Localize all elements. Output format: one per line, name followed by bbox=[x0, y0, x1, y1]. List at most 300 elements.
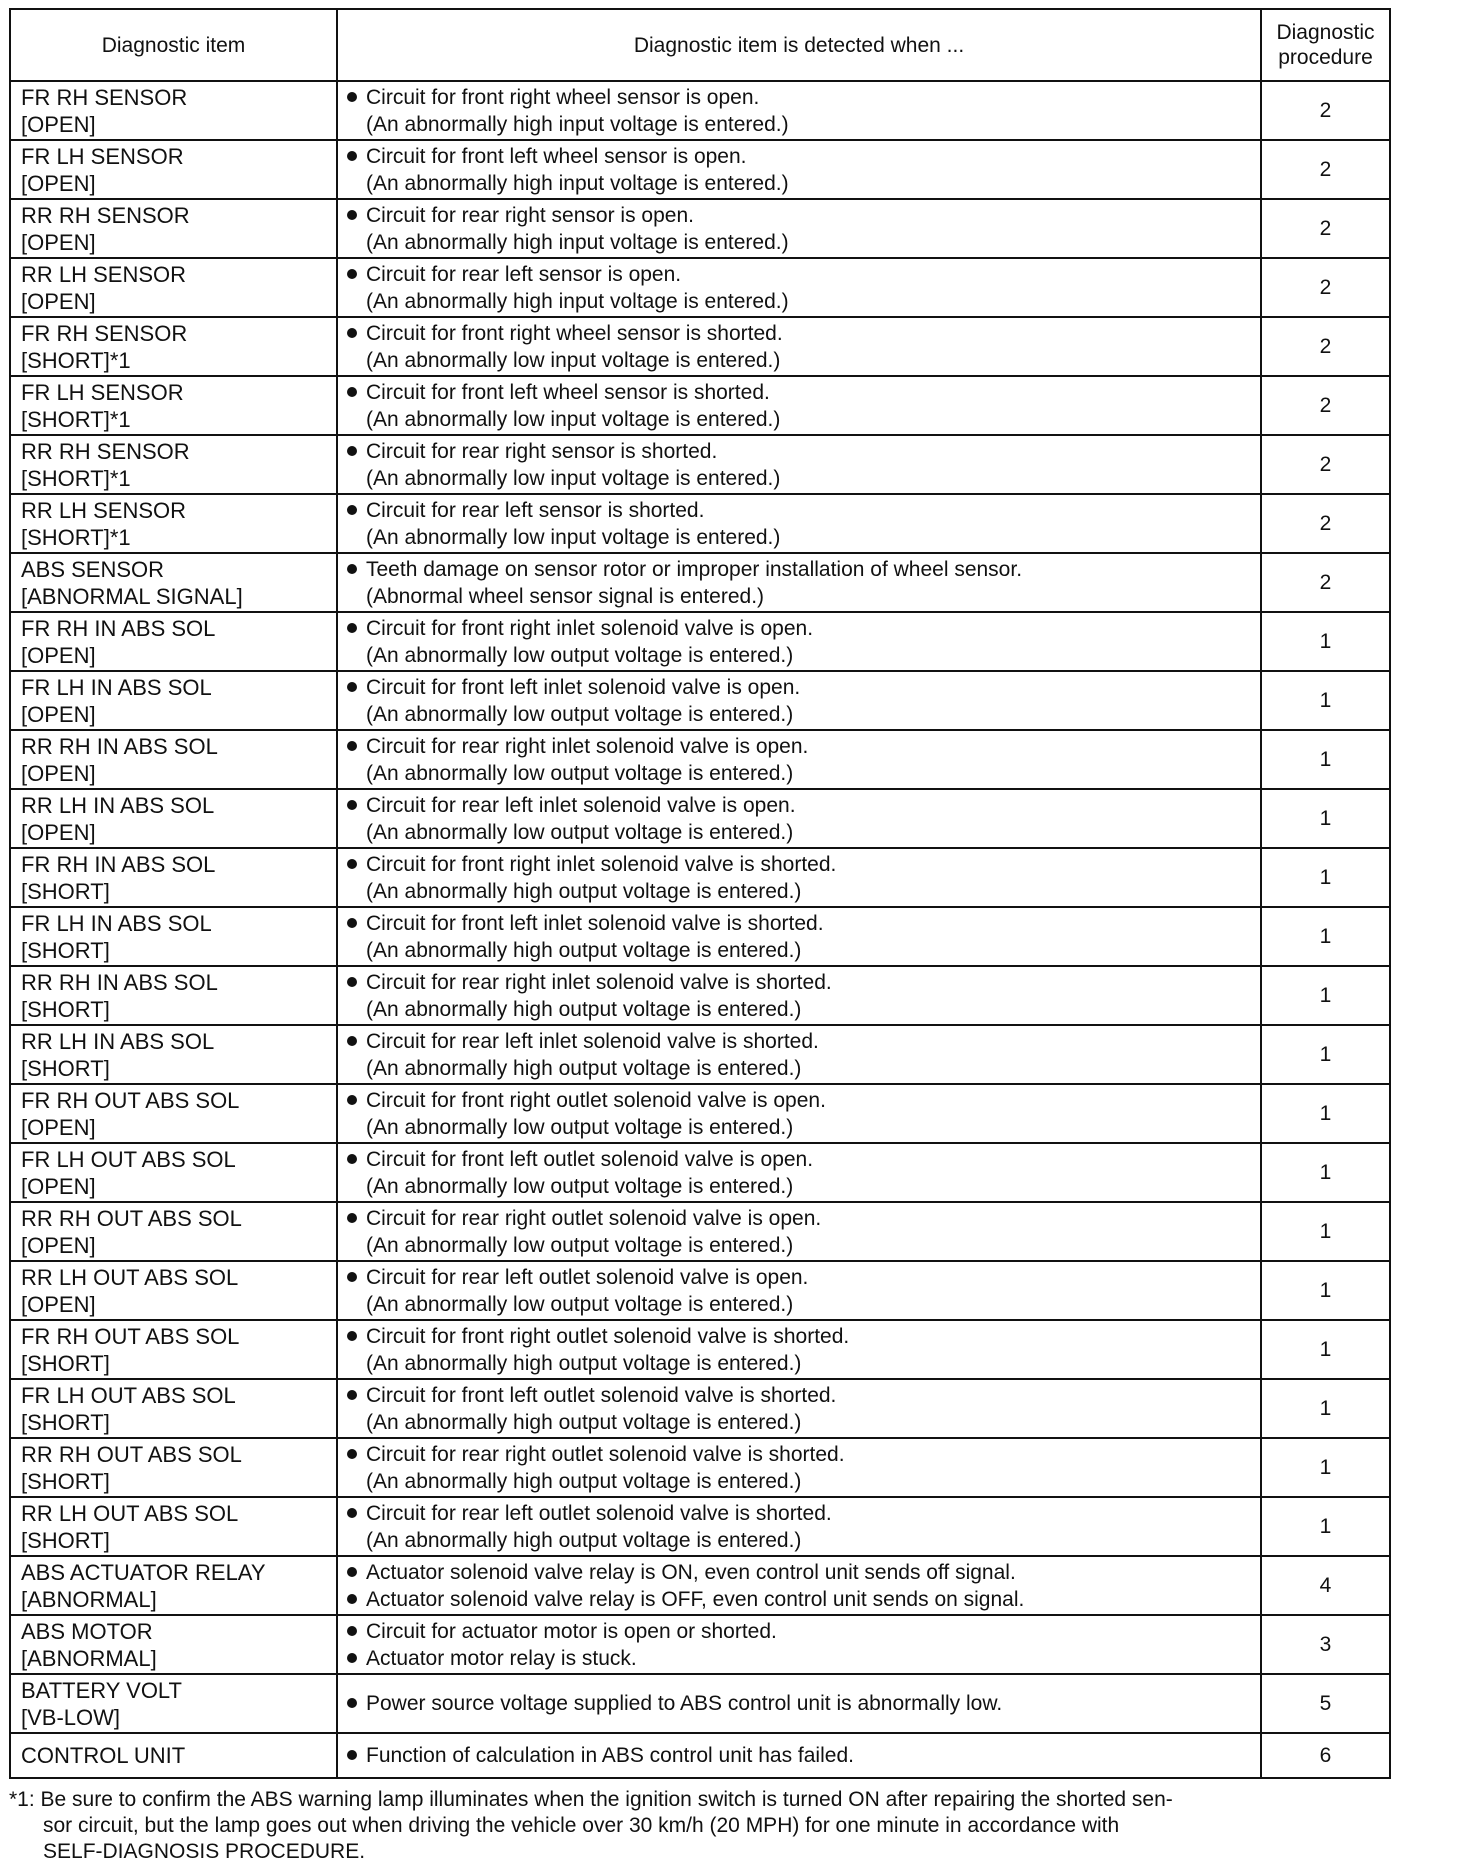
diagnostic-item-cell bbox=[10, 907, 337, 966]
bullet-icon bbox=[347, 1213, 357, 1223]
bullet-icon bbox=[347, 1390, 357, 1400]
diagnostic-item-cell bbox=[10, 1615, 337, 1674]
condition-line bbox=[347, 1382, 1260, 1409]
diagnostic-item-text: RR RH OUT ABS SOL bbox=[21, 1205, 242, 1231]
condition-text: Circuit for rear right outlet solenoid valve is open. bbox=[366, 1206, 822, 1230]
bullet-icon bbox=[347, 859, 357, 869]
diagnostic-item-text: ABS MOTOR bbox=[21, 1618, 153, 1644]
diagnostic-item-cell bbox=[10, 848, 337, 907]
condition-line bbox=[347, 261, 1260, 288]
diagnostic-procedure-number: 1 bbox=[1261, 730, 1390, 789]
diagnostic-procedure-number: 1 bbox=[1261, 1084, 1390, 1143]
bullet-icon bbox=[347, 977, 357, 987]
diagnostic-procedure-number: 2 bbox=[1261, 140, 1390, 199]
diagnostic-procedure-number: 2 bbox=[1261, 199, 1390, 258]
detection-condition-cell bbox=[337, 1556, 1261, 1615]
condition-text: (An abnormally high input voltage is entered.) bbox=[366, 230, 789, 254]
condition-line bbox=[347, 1586, 1260, 1613]
table-row bbox=[10, 1556, 1390, 1615]
condition-line bbox=[347, 1559, 1260, 1586]
diagnostic-item-cell bbox=[10, 1261, 337, 1320]
bullet-icon bbox=[347, 1272, 357, 1282]
condition-line bbox=[347, 1350, 1260, 1377]
detection-condition-cell bbox=[337, 1497, 1261, 1556]
detection-condition-cell bbox=[337, 494, 1261, 553]
bullet-icon bbox=[347, 564, 357, 574]
header-diagnostic-item: Diagnostic item bbox=[10, 9, 337, 81]
diagnostic-item-text: RR LH OUT ABS SOL bbox=[21, 1264, 239, 1290]
condition-line bbox=[347, 1114, 1260, 1141]
footnote-line: SELF-DIAGNOSIS PROCEDURE. bbox=[43, 1840, 366, 1863]
diagnostic-item-cell bbox=[10, 1438, 337, 1497]
condition-line bbox=[347, 583, 1260, 610]
condition-line bbox=[347, 910, 1260, 937]
diagnostic-procedure-number: 1 bbox=[1261, 907, 1390, 966]
diagnostic-procedure-number: 2 bbox=[1261, 435, 1390, 494]
detection-condition-cell bbox=[337, 1615, 1261, 1674]
condition-line bbox=[347, 642, 1260, 669]
detection-condition-cell bbox=[337, 848, 1261, 907]
table-row bbox=[10, 376, 1390, 435]
condition-text: (An abnormally high output voltage is entered.) bbox=[366, 1410, 802, 1434]
diagnostic-procedure-number: 1 bbox=[1261, 1143, 1390, 1202]
condition-line bbox=[347, 143, 1260, 170]
diagnostic-item-text: [OPEN] bbox=[21, 701, 96, 727]
condition-text: Circuit for front left outlet solenoid valve is open. bbox=[366, 1147, 814, 1171]
diagnostic-item-text: [SHORT] bbox=[21, 937, 110, 963]
condition-text: (An abnormally high input voltage is entered.) bbox=[366, 171, 789, 195]
diagnostic-item-cell bbox=[10, 1379, 337, 1438]
condition-line bbox=[347, 1500, 1260, 1527]
diagnostic-item-cell bbox=[10, 1556, 337, 1615]
diagnostic-item-cell bbox=[10, 1674, 337, 1733]
bullet-icon bbox=[347, 210, 357, 220]
diagnostic-item-text: [SHORT]*1 bbox=[21, 347, 131, 373]
table-row bbox=[10, 1143, 1390, 1202]
condition-text: Circuit for front left wheel sensor is shorted. bbox=[366, 380, 770, 404]
diagnostic-item-text: [OPEN] bbox=[21, 1232, 96, 1258]
condition-text: Circuit for rear right sensor is open. bbox=[366, 203, 694, 227]
condition-text: (An abnormally high input voltage is entered.) bbox=[366, 112, 789, 136]
condition-text: (An abnormally low input voltage is entered.) bbox=[366, 525, 781, 549]
table-row bbox=[10, 1320, 1390, 1379]
diagnostic-item-text: FR RH SENSOR bbox=[21, 84, 188, 110]
bullet-icon bbox=[347, 1331, 357, 1341]
diagnostic-procedure-number: 1 bbox=[1261, 1497, 1390, 1556]
condition-line bbox=[347, 1291, 1260, 1318]
diagnostic-procedure-number: 2 bbox=[1261, 317, 1390, 376]
bullet-icon bbox=[347, 918, 357, 928]
diagnostic-item-cell bbox=[10, 1497, 337, 1556]
table-row bbox=[10, 1084, 1390, 1143]
diagnostic-item-cell bbox=[10, 435, 337, 494]
diagnostic-item-text: RR RH IN ABS SOL bbox=[21, 969, 218, 995]
condition-text: Circuit for front left wheel sensor is open. bbox=[366, 144, 747, 168]
table-row bbox=[10, 435, 1390, 494]
condition-text: (An abnormally low output voltage is entered.) bbox=[366, 1115, 794, 1139]
diagnostic-item-text: ABS SENSOR bbox=[21, 556, 165, 582]
diagnostic-item-text: RR LH SENSOR bbox=[21, 261, 187, 287]
condition-text: Power source voltage supplied to ABS control unit is abnormally low. bbox=[366, 1692, 1003, 1715]
detection-condition-cell bbox=[337, 671, 1261, 730]
condition-line bbox=[347, 1690, 1260, 1717]
diagnostic-item-text: RR LH OUT ABS SOL bbox=[21, 1500, 239, 1526]
bullet-icon bbox=[347, 1036, 357, 1046]
detection-condition-cell bbox=[337, 1261, 1261, 1320]
diagnostic-item-text: [SHORT] bbox=[21, 1527, 110, 1553]
condition-text: Actuator motor relay is stuck. bbox=[366, 1646, 637, 1670]
diagnostic-item-text: RR RH SENSOR bbox=[21, 202, 190, 228]
diagnostic-item-cell bbox=[10, 1733, 337, 1778]
diagnostic-item-text: [OPEN] bbox=[21, 1291, 96, 1317]
condition-line bbox=[347, 1173, 1260, 1200]
condition-text: Circuit for front left outlet solenoid valve is shorted. bbox=[366, 1383, 837, 1407]
table-row bbox=[10, 1379, 1390, 1438]
diagnostic-table bbox=[9, 8, 1391, 1779]
detection-condition-cell bbox=[337, 1025, 1261, 1084]
bullet-icon bbox=[347, 1698, 357, 1708]
condition-line bbox=[347, 1645, 1260, 1672]
condition-line bbox=[347, 170, 1260, 197]
diagnostic-item-text: [OPEN] bbox=[21, 170, 96, 196]
diagnostic-item-text: [SHORT] bbox=[21, 1055, 110, 1081]
diagnostic-item-cell bbox=[10, 81, 337, 140]
condition-text: Circuit for front left inlet solenoid valve is open. bbox=[366, 675, 801, 699]
diagnostic-item-text: CONTROL UNIT bbox=[21, 1743, 186, 1768]
condition-text: Circuit for rear left sensor is shorted. bbox=[366, 498, 705, 522]
condition-line bbox=[347, 792, 1260, 819]
footnote-line: *1: Be sure to confirm the ABS warning lamp illuminates when the ignition switch is turned ON after repairing the shorted sen- bbox=[9, 1788, 1173, 1811]
bullet-icon bbox=[347, 1095, 357, 1105]
condition-line bbox=[347, 556, 1260, 583]
bullet-icon bbox=[347, 800, 357, 810]
bullet-icon bbox=[347, 1567, 357, 1577]
diagnostic-item-cell bbox=[10, 199, 337, 258]
diagnostic-item-text: RR RH IN ABS SOL bbox=[21, 733, 218, 759]
footnote-line: sor circuit, but the lamp goes out when driving the vehicle over 30 km/h (20 MPH) for one minute in accordance with bbox=[43, 1814, 1120, 1837]
condition-line bbox=[347, 1409, 1260, 1436]
diagnostic-item-text: FR RH SENSOR bbox=[21, 320, 188, 346]
diagnostic-item-cell bbox=[10, 1084, 337, 1143]
condition-line bbox=[347, 465, 1260, 492]
header-diagnostic-procedure bbox=[1261, 9, 1390, 81]
diagnostic-procedure-number: 2 bbox=[1261, 553, 1390, 612]
diagnostic-item-cell bbox=[10, 376, 337, 435]
bullet-icon bbox=[347, 446, 357, 456]
table-row bbox=[10, 1025, 1390, 1084]
detection-condition-cell bbox=[337, 1438, 1261, 1497]
table-row bbox=[10, 671, 1390, 730]
bullet-icon bbox=[347, 92, 357, 102]
detection-condition-cell bbox=[337, 258, 1261, 317]
diagnostic-item-text: FR LH IN ABS SOL bbox=[21, 910, 212, 936]
condition-line bbox=[347, 1441, 1260, 1468]
condition-line bbox=[347, 878, 1260, 905]
diagnostic-procedure-number: 2 bbox=[1261, 494, 1390, 553]
diagnostic-item-cell bbox=[10, 671, 337, 730]
condition-text: (An abnormally low output voltage is entered.) bbox=[366, 1233, 794, 1257]
diagnostic-item-text: [OPEN] bbox=[21, 760, 96, 786]
bullet-icon bbox=[347, 1508, 357, 1518]
diagnostic-procedure-number: 5 bbox=[1261, 1674, 1390, 1733]
diagnostic-item-text: FR RH OUT ABS SOL bbox=[21, 1087, 240, 1113]
condition-text: Teeth damage on sensor rotor or improper installation of wheel sensor. bbox=[366, 557, 1023, 581]
table-row bbox=[10, 553, 1390, 612]
diagnostic-item-text: RR LH IN ABS SOL bbox=[21, 792, 215, 818]
condition-line bbox=[347, 1205, 1260, 1232]
condition-text: Circuit for front right wheel sensor is shorted. bbox=[366, 321, 783, 345]
condition-text: Circuit for actuator motor is open or shorted. bbox=[366, 1619, 777, 1643]
detection-condition-cell bbox=[337, 317, 1261, 376]
condition-text: Circuit for rear right outlet solenoid valve is shorted. bbox=[366, 1442, 845, 1466]
header-procedure-line1: Diagnostic bbox=[1276, 21, 1375, 44]
diagnostic-item-text: RR LH IN ABS SOL bbox=[21, 1028, 215, 1054]
diagnostic-item-text: RR LH SENSOR bbox=[21, 497, 187, 523]
condition-text: (An abnormally high output voltage is entered.) bbox=[366, 1528, 802, 1552]
diagnostic-procedure-number: 3 bbox=[1261, 1615, 1390, 1674]
bullet-icon bbox=[347, 1626, 357, 1636]
header-row bbox=[10, 9, 1390, 81]
table-row bbox=[10, 199, 1390, 258]
table-row bbox=[10, 140, 1390, 199]
condition-line bbox=[347, 1264, 1260, 1291]
condition-line bbox=[347, 733, 1260, 760]
condition-line bbox=[347, 111, 1260, 138]
bullet-icon bbox=[347, 1750, 357, 1760]
condition-line bbox=[347, 524, 1260, 551]
diagnostic-item-text: FR LH OUT ABS SOL bbox=[21, 1146, 236, 1172]
diagnostic-item-text: [ABNORMAL SIGNAL] bbox=[21, 583, 243, 609]
diagnostic-item-text: [ABNORMAL] bbox=[21, 1586, 157, 1612]
diagnostic-item-text: FR RH IN ABS SOL bbox=[21, 615, 216, 641]
diagnostic-item-text: [OPEN] bbox=[21, 229, 96, 255]
condition-line bbox=[347, 497, 1260, 524]
diagnostic-item-text: [ABNORMAL] bbox=[21, 1645, 157, 1671]
table-row bbox=[10, 907, 1390, 966]
diagnostic-item-cell bbox=[10, 966, 337, 1025]
diagnostic-item-text: [OPEN] bbox=[21, 642, 96, 668]
condition-line bbox=[347, 615, 1260, 642]
condition-line bbox=[347, 202, 1260, 229]
header-detection-condition: Diagnostic item is detected when ... bbox=[337, 9, 1261, 81]
table-row bbox=[10, 848, 1390, 907]
diagnostic-item-cell bbox=[10, 494, 337, 553]
condition-text: (An abnormally low input voltage is entered.) bbox=[366, 466, 781, 490]
detection-condition-cell bbox=[337, 1202, 1261, 1261]
condition-line bbox=[347, 760, 1260, 787]
detection-condition-cell bbox=[337, 1379, 1261, 1438]
bullet-icon bbox=[347, 1594, 357, 1604]
diagnostic-item-text: BATTERY VOLT bbox=[21, 1677, 182, 1703]
header-procedure-line2: procedure bbox=[1278, 46, 1373, 69]
diagnostic-procedure-number: 2 bbox=[1261, 258, 1390, 317]
diagnostic-item-cell bbox=[10, 1025, 337, 1084]
condition-line bbox=[347, 1028, 1260, 1055]
condition-text: (An abnormally low output voltage is entered.) bbox=[366, 643, 794, 667]
diagnostic-item-cell bbox=[10, 258, 337, 317]
condition-text: Circuit for front right inlet solenoid valve is shorted. bbox=[366, 852, 837, 876]
condition-line bbox=[347, 1087, 1260, 1114]
diagnostic-item-text: [SHORT] bbox=[21, 878, 110, 904]
diagnostic-item-text: [OPEN] bbox=[21, 1114, 96, 1140]
detection-condition-cell bbox=[337, 966, 1261, 1025]
bullet-icon bbox=[347, 1653, 357, 1663]
condition-text: (An abnormally low output voltage is entered.) bbox=[366, 1174, 794, 1198]
diagnostic-item-cell bbox=[10, 317, 337, 376]
diagnostic-item-text: [SHORT] bbox=[21, 1468, 110, 1494]
condition-line bbox=[347, 1468, 1260, 1495]
detection-condition-cell bbox=[337, 199, 1261, 258]
bullet-icon bbox=[347, 623, 357, 633]
diagnostic-item-text: FR LH OUT ABS SOL bbox=[21, 1382, 236, 1408]
diagnostic-item-text: [SHORT] bbox=[21, 1409, 110, 1435]
diagnostic-procedure-number: 1 bbox=[1261, 1379, 1390, 1438]
condition-line bbox=[347, 1618, 1260, 1645]
detection-condition-cell bbox=[337, 376, 1261, 435]
condition-text: Circuit for front right outlet solenoid valve is shorted. bbox=[366, 1324, 850, 1348]
diagnostic-procedure-number: 1 bbox=[1261, 612, 1390, 671]
condition-text: Circuit for rear right inlet solenoid valve is open. bbox=[366, 734, 809, 758]
diagnostic-item-text: [OPEN] bbox=[21, 819, 96, 845]
condition-text: (An abnormally low output voltage is entered.) bbox=[366, 702, 794, 726]
bullet-icon bbox=[347, 1154, 357, 1164]
condition-text: (An abnormally high output voltage is entered.) bbox=[366, 879, 802, 903]
condition-text: (An abnormally low output voltage is entered.) bbox=[366, 820, 794, 844]
detection-condition-cell bbox=[337, 907, 1261, 966]
condition-line bbox=[347, 379, 1260, 406]
condition-line bbox=[347, 851, 1260, 878]
table-row bbox=[10, 81, 1390, 140]
diagnostic-procedure-number: 1 bbox=[1261, 671, 1390, 730]
detection-condition-cell bbox=[337, 1084, 1261, 1143]
diagnostic-item-text: [OPEN] bbox=[21, 1173, 96, 1199]
detection-condition-cell bbox=[337, 1143, 1261, 1202]
table-body bbox=[10, 81, 1390, 1778]
table-row bbox=[10, 494, 1390, 553]
condition-line bbox=[347, 937, 1260, 964]
bullet-icon bbox=[347, 1449, 357, 1459]
bullet-icon bbox=[347, 151, 357, 161]
detection-condition-cell bbox=[337, 1674, 1261, 1733]
diagnostic-procedure-number: 2 bbox=[1261, 81, 1390, 140]
condition-line bbox=[347, 1323, 1260, 1350]
diagnostic-procedure-number: 1 bbox=[1261, 1202, 1390, 1261]
condition-line bbox=[347, 1055, 1260, 1082]
diagnostic-procedure-number: 1 bbox=[1261, 1261, 1390, 1320]
table-row bbox=[10, 1674, 1390, 1733]
diagnostic-item-cell bbox=[10, 789, 337, 848]
diagnostic-item-text: [SHORT]*1 bbox=[21, 524, 131, 550]
condition-line bbox=[347, 1742, 1260, 1769]
condition-line bbox=[347, 969, 1260, 996]
table-row bbox=[10, 1733, 1390, 1778]
condition-line bbox=[347, 84, 1260, 111]
diagnostic-item-cell bbox=[10, 553, 337, 612]
diagnostic-item-text: [SHORT] bbox=[21, 1350, 110, 1376]
condition-line bbox=[347, 438, 1260, 465]
diagnostic-item-text: [SHORT] bbox=[21, 996, 110, 1022]
condition-text: (An abnormally high output voltage is entered.) bbox=[366, 997, 802, 1021]
condition-text: (An abnormally low input voltage is entered.) bbox=[366, 407, 781, 431]
diagnostic-item-text: RR RH SENSOR bbox=[21, 438, 190, 464]
diagnostic-item-cell bbox=[10, 1202, 337, 1261]
table-row bbox=[10, 1497, 1390, 1556]
condition-text: Actuator solenoid valve relay is OFF, even control unit sends on signal. bbox=[366, 1587, 1025, 1611]
condition-text: Circuit for rear left outlet solenoid valve is shorted. bbox=[366, 1501, 832, 1525]
condition-text: Circuit for rear right sensor is shorted. bbox=[366, 439, 718, 463]
diagnostic-item-text: FR LH SENSOR bbox=[21, 143, 184, 169]
bullet-icon bbox=[347, 682, 357, 692]
table-row bbox=[10, 789, 1390, 848]
diagnostic-item-cell bbox=[10, 1143, 337, 1202]
table-row bbox=[10, 317, 1390, 376]
table-row bbox=[10, 966, 1390, 1025]
condition-line bbox=[347, 701, 1260, 728]
condition-text: (An abnormally high output voltage is entered.) bbox=[366, 1351, 802, 1375]
diagnostic-procedure-number: 6 bbox=[1261, 1733, 1390, 1778]
diagnostic-item-text: [OPEN] bbox=[21, 288, 96, 314]
condition-text: Circuit for rear left inlet solenoid valve is shorted. bbox=[366, 1029, 819, 1053]
bullet-icon bbox=[347, 269, 357, 279]
condition-text: (An abnormally low input voltage is entered.) bbox=[366, 348, 781, 372]
footnote bbox=[9, 1787, 1429, 1865]
diagnostic-item-cell bbox=[10, 1320, 337, 1379]
condition-line bbox=[347, 1146, 1260, 1173]
detection-condition-cell bbox=[337, 435, 1261, 494]
detection-condition-cell bbox=[337, 730, 1261, 789]
bullet-icon bbox=[347, 328, 357, 338]
condition-text: (An abnormally low output voltage is entered.) bbox=[366, 1292, 794, 1316]
detection-condition-cell bbox=[337, 1320, 1261, 1379]
condition-line bbox=[347, 996, 1260, 1023]
condition-text: (An abnormally high output voltage is entered.) bbox=[366, 1056, 802, 1080]
detection-condition-cell bbox=[337, 612, 1261, 671]
diagnostic-procedure-number: 4 bbox=[1261, 1556, 1390, 1615]
condition-text: Circuit for rear left inlet solenoid valve is open. bbox=[366, 793, 796, 817]
condition-line bbox=[347, 1232, 1260, 1259]
table-row bbox=[10, 258, 1390, 317]
diagnostic-item-text: [OPEN] bbox=[21, 111, 96, 137]
condition-line bbox=[347, 1527, 1260, 1554]
condition-line bbox=[347, 229, 1260, 256]
condition-text: Actuator solenoid valve relay is ON, even control unit sends off signal. bbox=[366, 1560, 1016, 1584]
condition-text: (An abnormally high output voltage is entered.) bbox=[366, 938, 802, 962]
condition-text: Circuit for front right wheel sensor is open. bbox=[366, 85, 760, 109]
diagnostic-item-text: [VB-LOW] bbox=[21, 1704, 121, 1730]
condition-line bbox=[347, 406, 1260, 433]
table-row bbox=[10, 1615, 1390, 1674]
detection-condition-cell bbox=[337, 789, 1261, 848]
diagnostic-item-text: [SHORT]*1 bbox=[21, 465, 131, 491]
diagnostic-item-text: [SHORT]*1 bbox=[21, 406, 131, 432]
diagnostic-item-text: FR LH SENSOR bbox=[21, 379, 184, 405]
condition-line bbox=[347, 347, 1260, 374]
diagnostic-procedure-number: 1 bbox=[1261, 966, 1390, 1025]
condition-text: Circuit for front right outlet solenoid valve is open. bbox=[366, 1088, 826, 1112]
condition-line bbox=[347, 288, 1260, 315]
diagnostic-item-text: FR RH IN ABS SOL bbox=[21, 851, 216, 877]
condition-text: Function of calculation in ABS control unit has failed. bbox=[366, 1744, 854, 1767]
diagnostic-item-text: ABS ACTUATOR RELAY bbox=[21, 1559, 266, 1585]
diagnostic-item-cell bbox=[10, 612, 337, 671]
diagnostic-procedure-number: 1 bbox=[1261, 848, 1390, 907]
condition-text: Circuit for front left inlet solenoid valve is shorted. bbox=[366, 911, 824, 935]
table-row bbox=[10, 612, 1390, 671]
diagnostic-procedure-number: 2 bbox=[1261, 376, 1390, 435]
detection-condition-cell bbox=[337, 553, 1261, 612]
diagnostic-procedure-number: 1 bbox=[1261, 789, 1390, 848]
detection-condition-cell bbox=[337, 140, 1261, 199]
